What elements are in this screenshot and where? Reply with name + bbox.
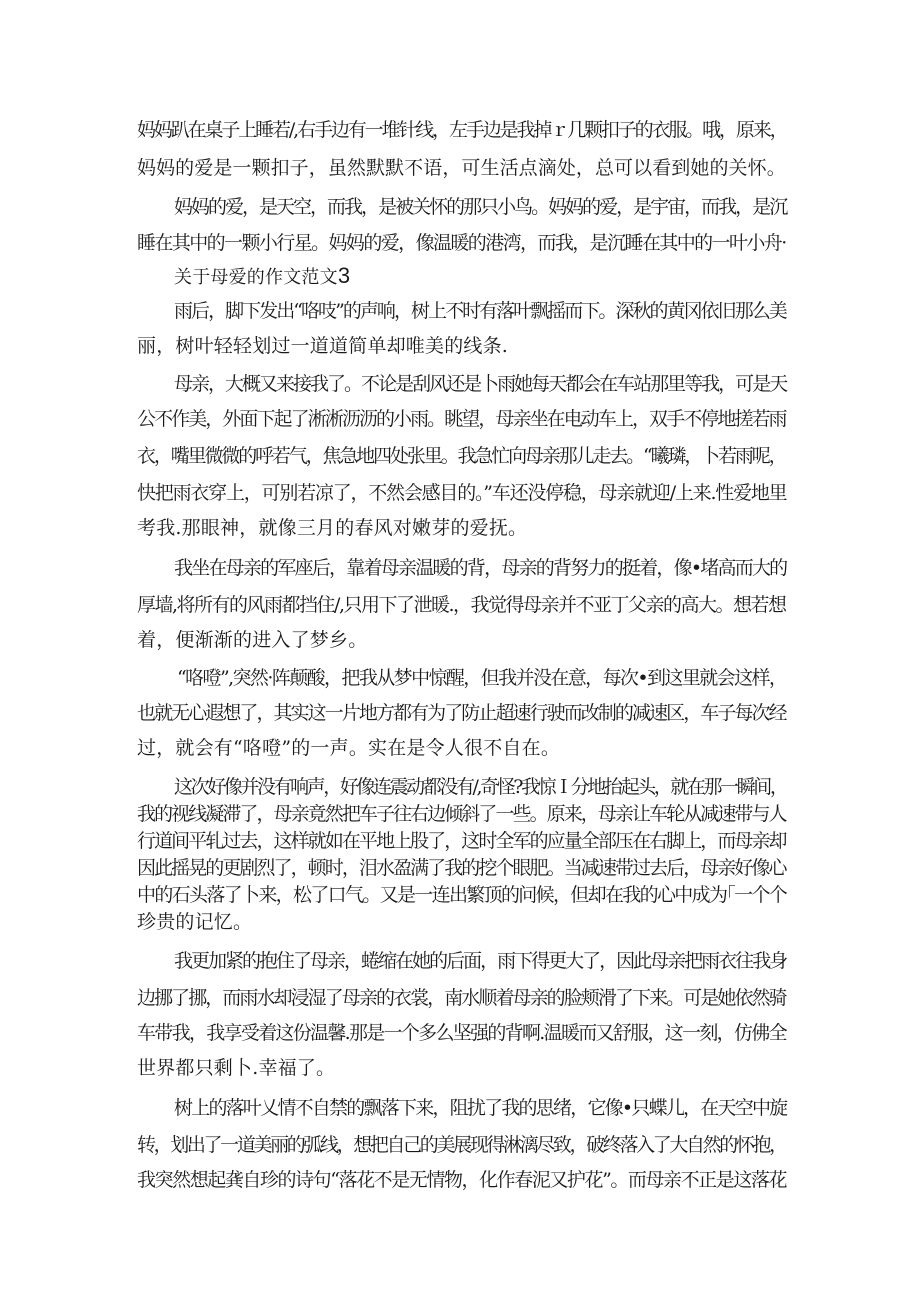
text-line: 树上的落叶乂情不自禁的飘落下来，阻扰了我的思绪，它像•只蝶儿，在天空中旋 (174, 1097, 787, 1119)
text-line: 妈妈的爱，是天空，而我，是被关怀的那只小鸟。妈妈的爱，是宇宙，而我，是沉 (174, 196, 787, 218)
text-line: 边挪了挪，而雨水却浸湿了母亲的衣裳，南水顺着母亲的脸颊滑了下来。可是她依然骑 (137, 987, 786, 1009)
text-line: 我更加紧的抱住了母亲，蜷缩在她的后面，雨下得更大了，因此母亲把雨衣往我身 (174, 950, 787, 972)
text-line: 妈妈趴在桌子上睡若/,右手边有一堆针线，左手边是我掉ｒ几颗扣子的衣服。哦，原来， (137, 119, 787, 141)
text-line: 雨后，脚下发出“咯吱”的声响，树上不时有落叶飘摇而下。深秋的黄冈依旧那么美 (174, 300, 786, 322)
text-line: 考我.那眼神，就像三月的春风对嫩芽的爱抚。 (137, 517, 528, 539)
text-line: 我突然想起龚自珍的诗句“落花不是无情物，化作春泥又护花”。而母亲不正是这落花 (137, 1169, 787, 1191)
text-line: 丽，树叶轻轻划过一道道简单却唯美的线条. (137, 335, 509, 357)
text-line: 这次好像并没有响声，好像连震动都没有/,奇怪?我惊Ｉ分地抬起头，就在那一瞬间， (174, 776, 787, 798)
text-line: 公不作美，外面下起了淅淅沥沥的小雨。眺望，母亲坐在电动车上，双手不停地搓若雨 (137, 408, 786, 430)
text-line: 过，就会有“咯噔”的一声。实在是令人很不自在。 (137, 737, 561, 759)
text-line: 快把雨衣穿上，可别若凉了，不然会感目的。”车还没停稳，母亲就迎/上来.性爱地里 (137, 482, 787, 504)
text-line: 车带我，我享受着这份温馨.那是一个多么坚强的背啊.温暖而又舒服，这一刻，仿佛全 (137, 1022, 786, 1044)
text-line: 厚墙,将所有的风雨都挡住/,只用下了泄暖.，我觉得母亲并不亚丁父亲的高大。想若想 (137, 594, 786, 616)
text-line: “咯噔”,突然·阵颠酸，把我从梦中惊醒，但我并没在意，每次•到这里就会这样， (177, 667, 787, 689)
text-line: 我坐在母亲的军座后，靠着母亲温暖的背，母亲的背努力的挺着，像•堵高而大的 (174, 557, 787, 579)
text-line: 因此摇晃的更剧烈了，顿时，泪水盈满了我的挖个眼肥。当减速带过去后，母亲好像心 (137, 857, 786, 879)
text-line: 世界都只剩卜.幸福了。 (137, 1057, 336, 1079)
text-line: 母亲，大概又来接我了。不论是刮风还是卜雨她每天都会在车站那里等我，可是天 (174, 373, 787, 395)
text-line: 转，划出了一道美丽的弧线，想把自己的美展现得淋漓尽致，破终落入了大自然的怀抱， (137, 1134, 786, 1156)
heading-text: 关于母爱的作文范文 (174, 267, 338, 288)
text-line: 行道间平轧过去，这样就如在平地上股了，这时全军的应量全部压在右脚上，而母亲却 (137, 830, 786, 852)
text-line: 睡在其中的一颗小行星。妈妈的爱，像温暖的港湾，而我，是沉睡在其中的一叶小舟· (137, 232, 786, 254)
text-line: 中的石头落了卜来，松了口气。又是一连出繁顶的问候，但却在我的心中成为｢一个个 (137, 884, 787, 906)
text-line: 衣，嘴里微微的呼若气，焦急地四处张里。我急忙向母亲那儿走去。“曦璘，卜若雨呢， (137, 445, 786, 467)
text-line: 着，便渐渐的进入了梦乡。 (137, 629, 368, 651)
text-line: 我的视线凝滞了，母亲竟然把车子往右边倾斜了一些。原来，母亲让车轮从减速带与人 (137, 803, 786, 825)
heading-number: 3 (337, 263, 351, 288)
text-line: 也就无心遐想了，其实这一片地方都有为了防止超速行驶而改制的减速区，车子每次经 (137, 702, 786, 724)
text-line: 珍贵的记忆。 (137, 911, 253, 933)
text-line: 妈妈的爱是一颗扣子，虽然默默不语，可生活点滴处，总可以看到她的关怀。 (137, 157, 786, 179)
section-heading (174, 264, 350, 290)
